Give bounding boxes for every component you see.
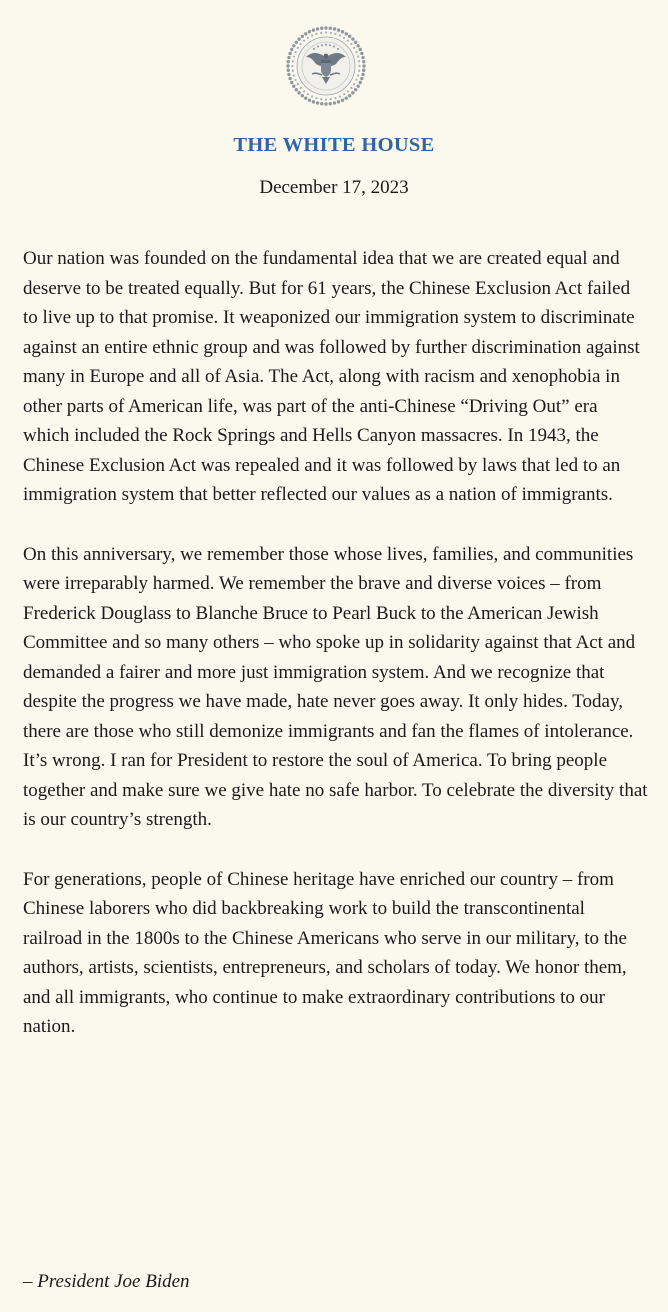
signature: – President Joe Biden <box>23 1271 190 1292</box>
paragraph: On this anniversary, we remember those whose lives, families, and communities were irreparably harmed. We remember the brave and diverse voices – from Frederick Douglass to Blanche Bruce to Pearl Buck to the American Jewish Committee and so many others – who spoke up in solidarity against that Act and demanded a fairer and more just immigration system. And we recognize that despite the progress we have made, hate never goes away. It only hides. Today, there are those who still demonize immigrants and fan the flames of intolerance. It’s wrong. I ran for President to restore the soul of America. To bring people together and make sure we give hate no safe harbor. To celebrate the diversity that is our country’s strength. <box>23 543 648 830</box>
page-title: THE WHITE HOUSE <box>233 134 435 156</box>
paragraph: Our nation was founded on the fundamental idea that we are created equal and deserve to be treated equally. But for 61 years, the Chinese Exclusion Act failed to live up to that promise. It weaponized our immigration system to discriminate against an entire ethnic group and was followed by further discrimination against many in Europe and all of Asia. The Act, along with racism and xenophobia in other parts of American life, was part of the anti-Chinese “Driving Out” era which included the Rock Springs and Hells Canyon massacres. In 1943, the Chinese Exclusion Act was repealed and it was followed by laws that led to an immigration system that better reflected our values as a nation of immigrants. <box>23 248 640 505</box>
paragraph: For generations, people of Chinese heritage have enriched our country – from Chinese laborers who did backbreaking work to build the transcontinental railroad in the 1800s to the Chinese Americans who serve in our military, to the authors, artists, scientists, entrepreneurs, and scholars of today. We honor them, and all immigrants, who continue to make extraordinary contributions to our nation. <box>23 868 627 1037</box>
presidential-seal-icon <box>282 22 370 110</box>
statement-body <box>23 244 648 1072</box>
statement-date: December 17, 2023 <box>259 177 409 198</box>
